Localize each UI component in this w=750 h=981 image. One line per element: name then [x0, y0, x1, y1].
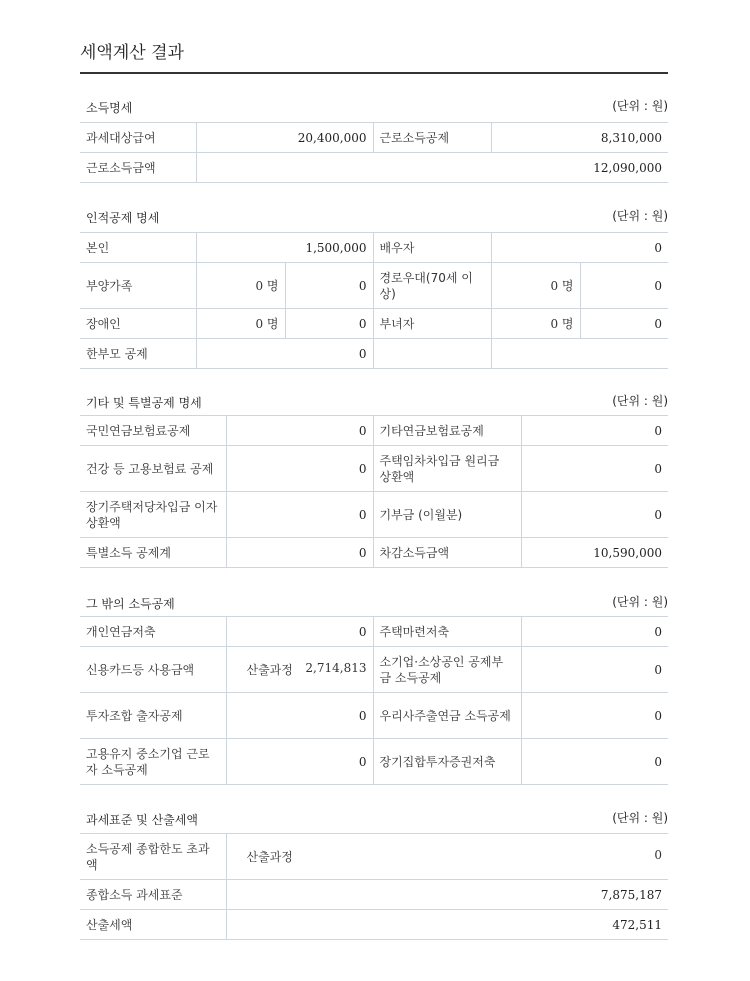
mortgage-label: 장기주택저당차입금 이자상환액: [80, 492, 226, 538]
health-insurance-value: 0: [226, 446, 373, 492]
tax-unit-label: (단위 : 원): [612, 811, 668, 825]
credit-card-calc-link[interactable]: 산출과정: [246, 663, 293, 677]
longterm-savings-label: 장기집합투자증권저축: [373, 739, 521, 785]
other-table: [80, 616, 668, 785]
tax-section-title: 과세표준 및 산출세액: [86, 813, 198, 827]
disabled-count: 0 명: [196, 309, 285, 339]
other-pension-label: 기타연금보험료공제: [373, 416, 521, 446]
personal-unit-label: (단위 : 원): [612, 209, 668, 223]
tax-base-label: 종합소득 과세표준: [80, 880, 226, 910]
single-parent-value: 0: [196, 339, 373, 369]
sme-value: 0: [226, 739, 373, 785]
small-biz-value: 0: [521, 647, 668, 693]
table-row: [80, 416, 668, 446]
earned-deduction-label: 근로소득공제: [373, 123, 491, 153]
special-total-value: 0: [226, 538, 373, 568]
taxable-salary-value: 20,400,000: [196, 123, 373, 153]
earned-income-value: 12,090,000: [196, 153, 668, 183]
table-row: [80, 739, 668, 785]
donation-value: 0: [521, 492, 668, 538]
tax-table: [80, 833, 668, 940]
housing-savings-value: 0: [521, 617, 668, 647]
credit-card-value-cell: [226, 647, 373, 693]
other-pension-value: 0: [521, 416, 668, 446]
personal-pension-value: 0: [226, 617, 373, 647]
other-section-title: 그 밖의 소득공제: [86, 597, 175, 611]
womens-count: 0 명: [491, 309, 580, 339]
table-row: [80, 339, 668, 369]
national-pension-label: 국민연금보험료공제: [80, 416, 226, 446]
personal-section-title: 인적공제 명세: [86, 211, 160, 225]
single-parent-label: 한부모 공제: [80, 339, 196, 369]
calculated-tax-value: 472,511: [226, 910, 668, 940]
deducted-income-label: 차감소득금액: [373, 538, 521, 568]
income-section-title: 소득명세: [86, 101, 133, 115]
elderly-label: 경로우대(70세 이상): [373, 263, 491, 309]
calculated-tax-label: 산출세액: [80, 910, 226, 940]
income-table: [80, 122, 668, 183]
earned-deduction-value: 8,310,000: [491, 123, 668, 153]
health-insurance-label: 건강 등 고용보험료 공제: [80, 446, 226, 492]
table-row: [80, 647, 668, 693]
longterm-savings-value: 0: [521, 739, 668, 785]
housing-savings-label: 주택마련저축: [373, 617, 521, 647]
empty-cell: [373, 339, 491, 369]
donation-label: 기부금 (이월분): [373, 492, 521, 538]
table-row: [80, 263, 668, 309]
dependents-count: 0 명: [196, 263, 285, 309]
personal-pension-label: 개인연금저축: [80, 617, 226, 647]
tax-base-value: 7,875,187: [226, 880, 668, 910]
excess-label: 소득공제 종합한도 초과액: [80, 834, 226, 880]
dependents-label: 부양가족: [80, 263, 196, 309]
table-row: [80, 446, 668, 492]
excess-value: 0: [654, 848, 662, 862]
housing-loan-value: 0: [521, 446, 668, 492]
credit-card-value: 2,714,813: [305, 661, 367, 675]
womens-value: 0: [580, 309, 668, 339]
self-label: 본인: [80, 233, 196, 263]
title-divider: [80, 72, 668, 74]
table-row: [80, 538, 668, 568]
table-row: [80, 123, 668, 153]
other-unit-label: (단위 : 원): [612, 595, 668, 609]
sme-label: 고용유지 중소기업 근로자 소득공제: [80, 739, 226, 785]
mortgage-value: 0: [226, 492, 373, 538]
table-row: [80, 153, 668, 183]
special-section-title: 기타 및 특별공제 명세: [86, 396, 202, 410]
table-row: [80, 492, 668, 538]
credit-card-label: 신용카드등 사용금액: [80, 647, 226, 693]
self-value: 1,500,000: [196, 233, 373, 263]
dependents-value: 0: [285, 263, 373, 309]
empty-cell: [491, 339, 668, 369]
table-row: [80, 834, 668, 880]
deducted-income-value: 10,590,000: [521, 538, 668, 568]
spouse-label: 배우자: [373, 233, 491, 263]
special-total-label: 특별소득 공제계: [80, 538, 226, 568]
esop-value: 0: [521, 693, 668, 739]
earned-income-label: 근로소득금액: [80, 153, 196, 183]
esop-label: 우리사주출연금 소득공제: [373, 693, 521, 739]
investment-label: 투자조합 출자공제: [80, 693, 226, 739]
income-unit-label: (단위 : 원): [612, 99, 668, 113]
special-unit-label: (단위 : 원): [612, 394, 668, 408]
elderly-value: 0: [580, 263, 668, 309]
special-table: [80, 415, 668, 568]
elderly-count: 0 명: [491, 263, 580, 309]
table-row: [80, 233, 668, 263]
small-biz-label: 소기업·소상공인 공제부금 소득공제: [373, 647, 521, 693]
table-row: [80, 617, 668, 647]
taxable-salary-label: 과세대상급여: [80, 123, 196, 153]
page-title: 세액계산 결과: [80, 43, 184, 63]
excess-value-cell: [226, 834, 668, 880]
personal-table: [80, 232, 668, 369]
excess-calc-link[interactable]: 산출과정: [246, 850, 293, 864]
disabled-label: 장애인: [80, 309, 196, 339]
housing-loan-label: 주택임차차입금 원리금 상환액: [373, 446, 521, 492]
table-row: [80, 880, 668, 910]
womens-label: 부녀자: [373, 309, 491, 339]
table-row: [80, 309, 668, 339]
table-row: [80, 693, 668, 739]
spouse-value: 0: [491, 233, 668, 263]
investment-value: 0: [226, 693, 373, 739]
national-pension-value: 0: [226, 416, 373, 446]
table-row: [80, 910, 668, 940]
disabled-value: 0: [285, 309, 373, 339]
